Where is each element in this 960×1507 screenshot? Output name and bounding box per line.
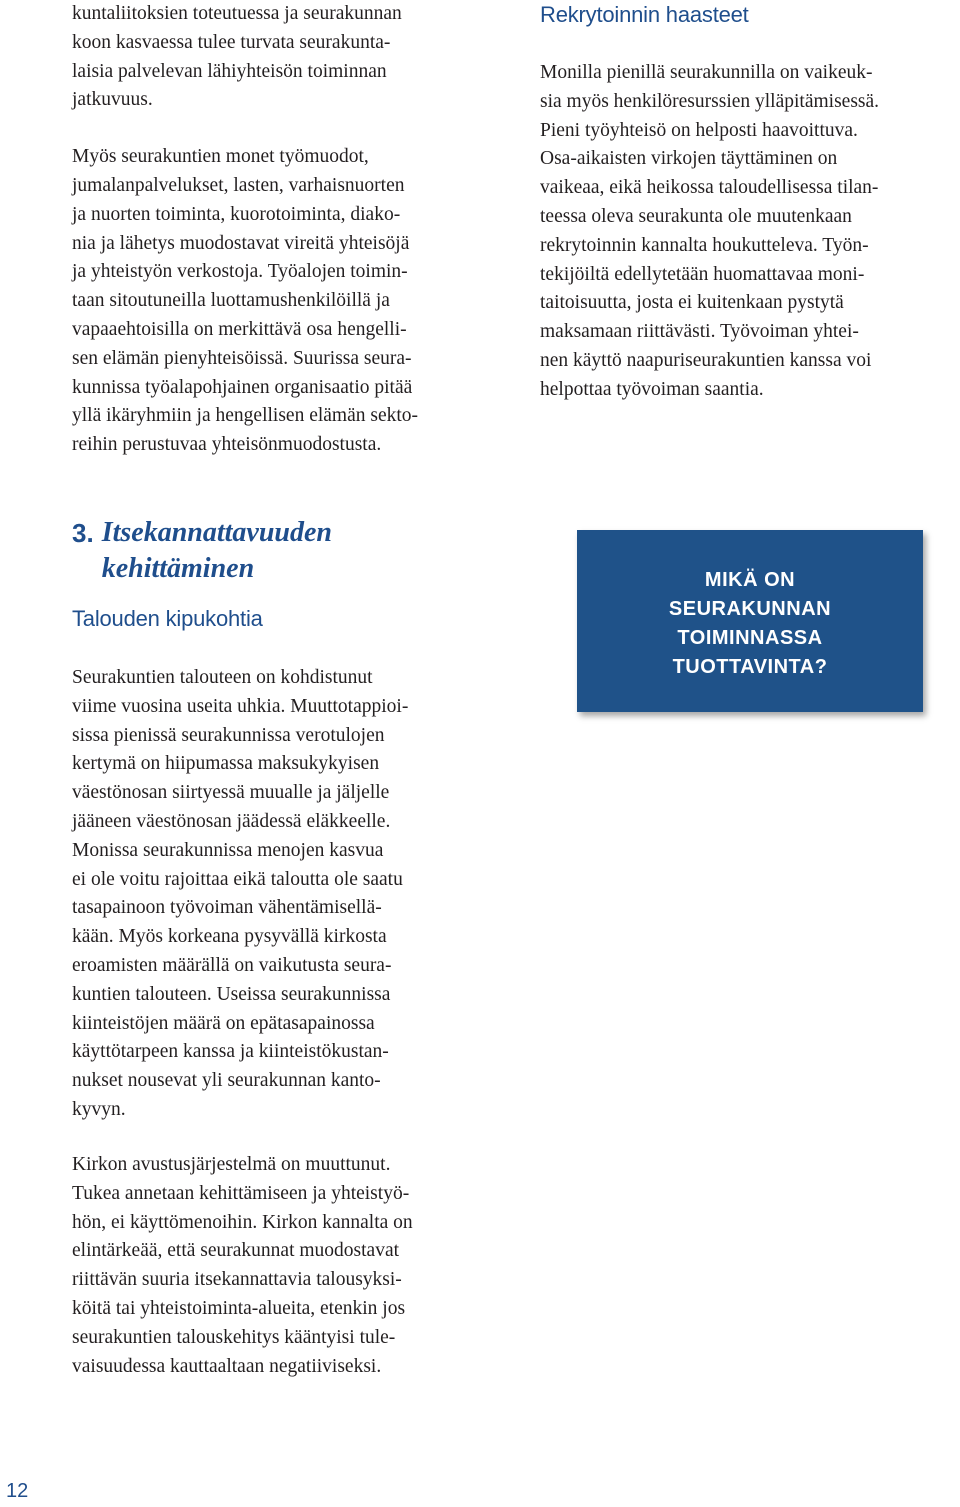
intro-column [72,0,512,460]
section-title-text: Itsekannattavuuden kehittäminen [101,517,332,584]
recruitment-heading: Rekrytoinnin haasteet [540,2,749,27]
support-paragraph: Kirkon avustusjärjestelmä on muuttunut. Tukea annetaan kehittämiseen ja yhteistyö- hön, ei käyttömenoihin. Kirkon kannalta on elintärkeää, että seurakunnat muodostavat riittävän suuria itsekannattavia talousyksi- köitä tai yhteistoiminta-alueita, etenkin jos seurakuntien talouskehitys kääntyisi tule- vaisuudessa kauttaaltaan negatiiviseksi. [72,1154,413,1377]
page-number: 12 [6,1480,29,1502]
section-title [72,515,332,587]
economy-paragraph: Seurakuntien talouteen on kohdistunut viime vuosina useita uhkia. Muuttotappioi- sissa pienissä seurakunnissa verotulojen kertymä on hiipumassa maksukykyisen väestönosan siirtyessä muualle ja jäljelle jääneen väestönosan jäädessä eläkkeelle. Monissa seurakunnissa menojen kasvua ei ole voitu rajoittaa eikä taloutta ole saatu tasapainoon työvoiman vähentämisellä- kään. Myös korkeana pysyvällä kirkosta eroamisten määrällä on vaikutusta seura- kuntien talouteen. Useissa seurakunnissa kiinteistöjen määrä on epätasapainossa käyttötarpeen kanssa ja kiinteistökustan- nukset nousevat yli seurakunnan kanto- kyvyn. [72,667,409,1120]
callout-box [577,530,923,712]
recruitment-paragraph: Monilla pienillä seurakunnilla on vaikeuk- sia myös henkilöresurssien ylläpitämisessä. Pieni työyhteisö on helposti haavoittuva. Osa-aikaisten virkojen täyttäminen on vaikeaa, eikä heikossa taloudellisessa tilan- teessa oleva seurakunta ole muutenkaan rekrytoinnin kannalta houkutteleva. Työn- tekijöiltä edellytetään huomattavaa moni- taitoisuutta, josta ei kuitenkaan pystytä maksamaan riittävästi. Työvoiman yhtei- nen käyttö naapuriseurakuntien kanssa voi helpottaa työvoiman saantia. [540,62,880,400]
section-number: 3. [72,518,94,548]
intro-paragraph-2: Myös seurakuntien monet työmuodot, jumalanpalvelukset, lasten, varhaisnuorten ja nuorten toiminta, kuorotoiminta, diako- nia ja lähetys muodostavat vireitä yhteisöjä ja yhteistyön verkostoja. Työalojen toimin- taan sitoutuneilla luottamushenkilöillä ja vapaaehtoisilla on merkittävä osa hengelli- sen elämän pienyhteisöissä. Suurissa seura- kunnissa työalapohjainen organisaatio pitää yllä ikäryhmiin ja hengellisen elämän sekto- reihin perustuvaa yhteisönmuodostusta. [72,146,419,456]
callout-text: MIKÄ ON SEURAKUNNAN TOIMINNASSA TUOTTAVINTA? [668,569,832,678]
intro-paragraph-1: kuntaliitoksien toteutuessa ja seurakunnan koon kasvaessa tulee turvata seurakunta- laisia palvelevan lähiyhteisön toiminnan jatkuvuus. [72,3,402,111]
economy-heading: Talouden kipukohtia [72,606,263,631]
